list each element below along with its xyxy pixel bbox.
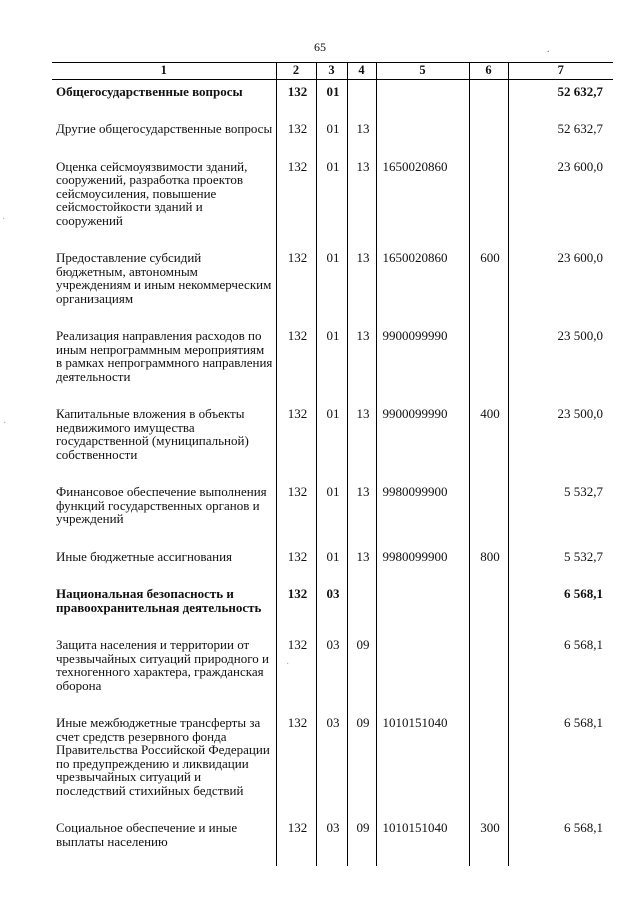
row-code-5 (376, 116, 469, 154)
row-amount: 52 632,7 (508, 79, 613, 116)
row-code-4: 13 (347, 154, 376, 246)
row-code-3: 03 (316, 581, 347, 632)
table-row (52, 479, 613, 544)
row-code-6: 400 (469, 401, 508, 479)
row-name: Другие общегосударственные вопросы (52, 116, 276, 154)
table-row (52, 710, 613, 815)
row-code-2: 132 (276, 479, 316, 544)
row-code-3: 01 (316, 323, 347, 401)
row-code-6 (469, 79, 508, 116)
row-code-6 (469, 116, 508, 154)
row-name: Социальное обеспечение и иные выплаты населению (52, 815, 276, 866)
budget-table (52, 62, 613, 866)
row-code-3: 01 (316, 401, 347, 479)
table-row (52, 632, 613, 710)
row-name: Иные межбюджетные трансферты за счет средств резервного фонда Правительства Российской Федерации по предупреждению и ликвидации чрезвычайных ситуаций и последствий стихийных бедствий (52, 710, 276, 815)
row-code-4: 09 (347, 815, 376, 866)
row-code-3: 03 (316, 710, 347, 815)
row-code-6: 800 (469, 544, 508, 582)
row-code-3: 03 (316, 632, 347, 710)
row-code-2: 132 (276, 544, 316, 582)
row-code-4: 09 (347, 632, 376, 710)
column-header: 7 (508, 63, 613, 80)
row-code-4: 13 (347, 479, 376, 544)
row-code-5: 1650020860 (376, 245, 469, 323)
row-code-2: 132 (276, 245, 316, 323)
table-row (52, 544, 613, 582)
column-header: 2 (276, 63, 316, 80)
corner-mark: . (547, 44, 550, 55)
scan-speck: · (286, 659, 290, 670)
row-name: Капитальные вложения в объекты недвижимого имущества государственной (муниципальной) собственности (52, 401, 276, 479)
row-code-6 (469, 710, 508, 815)
table-row (52, 116, 613, 154)
table-header (52, 63, 613, 80)
row-amount: 23 600,0 (508, 245, 613, 323)
row-name: Иные бюджетные ассигнования (52, 544, 276, 582)
row-amount: 5 532,7 (508, 479, 613, 544)
row-code-5 (376, 581, 469, 632)
row-code-3: 01 (316, 79, 347, 116)
row-code-3: 01 (316, 245, 347, 323)
row-code-2: 132 (276, 815, 316, 866)
row-name: Защита населения и территории от чрезвычайных ситуаций природного и техногенного характера, гражданская оборона (52, 632, 276, 710)
row-name: Реализация направления расходов по иным непрограммным мероприятиям в рамках непрограммного направления деятельности (52, 323, 276, 401)
row-code-2: 132 (276, 116, 316, 154)
row-code-4: 13 (347, 323, 376, 401)
table-body (52, 79, 613, 866)
row-code-5: 1010151040 (376, 710, 469, 815)
row-code-5: 9900099990 (376, 323, 469, 401)
row-code-6: 600 (469, 245, 508, 323)
row-code-5 (376, 79, 469, 116)
row-code-4: 13 (347, 245, 376, 323)
table-row (52, 79, 613, 116)
row-code-2: 132 (276, 581, 316, 632)
row-code-5 (376, 632, 469, 710)
page-number: 65 (314, 40, 326, 54)
column-header: 6 (469, 63, 508, 80)
row-code-4 (347, 79, 376, 116)
row-name: Финансовое обеспечение выполнения функций государственных органов и учреждений (52, 479, 276, 544)
row-code-3: 01 (316, 116, 347, 154)
row-name: Предоставление субсидий бюджетным, автономным учреждениям и иным некоммерческим организациям (52, 245, 276, 323)
row-amount: 52 632,7 (508, 116, 613, 154)
row-code-3: 01 (316, 154, 347, 246)
row-amount: 23 600,0 (508, 154, 613, 246)
row-name: Оценка сейсмоуязвимости зданий, сооружений, разработка проектов сейсмоусиления, повышение сейсмостойкости зданий и сооружений (52, 154, 276, 246)
column-header: 5 (376, 63, 469, 80)
scan-speck: · (3, 418, 7, 429)
table-row (52, 815, 613, 866)
row-code-6 (469, 581, 508, 632)
row-code-5: 1010151040 (376, 815, 469, 866)
row-code-2: 132 (276, 401, 316, 479)
row-code-6 (469, 154, 508, 246)
column-header: 4 (347, 63, 376, 80)
row-code-4: 13 (347, 401, 376, 479)
row-amount: 23 500,0 (508, 323, 613, 401)
table-row (52, 245, 613, 323)
row-code-5: 9900099990 (376, 401, 469, 479)
table-row (52, 154, 613, 246)
row-code-2: 132 (276, 323, 316, 401)
table-row (52, 401, 613, 479)
row-amount: 6 568,1 (508, 632, 613, 710)
row-code-6 (469, 479, 508, 544)
row-name: Общегосударственные вопросы (52, 79, 276, 116)
row-code-3: 03 (316, 815, 347, 866)
column-header: 1 (52, 63, 276, 80)
row-amount: 23 500,0 (508, 401, 613, 479)
row-amount: 6 568,1 (508, 710, 613, 815)
row-code-2: 132 (276, 710, 316, 815)
row-name: Национальная безопасность и правоохранительная деятельность (52, 581, 276, 632)
row-code-6 (469, 632, 508, 710)
row-code-4: 13 (347, 116, 376, 154)
table-row (52, 323, 613, 401)
row-code-4 (347, 581, 376, 632)
row-code-4: 09 (347, 710, 376, 815)
row-code-3: 01 (316, 479, 347, 544)
row-code-5: 9980099900 (376, 479, 469, 544)
row-amount: 6 568,1 (508, 815, 613, 866)
row-code-3: 01 (316, 544, 347, 582)
row-code-2: 132 (276, 79, 316, 116)
table-row (52, 581, 613, 632)
row-amount: 5 532,7 (508, 544, 613, 582)
row-code-4: 13 (347, 544, 376, 582)
row-code-6 (469, 323, 508, 401)
row-code-2: 132 (276, 154, 316, 246)
row-code-2: 132 (276, 632, 316, 710)
row-code-5: 1650020860 (376, 154, 469, 246)
row-code-5: 9980099900 (376, 544, 469, 582)
column-header: 3 (316, 63, 347, 80)
row-amount: 6 568,1 (508, 581, 613, 632)
scan-speck: · (2, 214, 6, 225)
row-code-6: 300 (469, 815, 508, 866)
